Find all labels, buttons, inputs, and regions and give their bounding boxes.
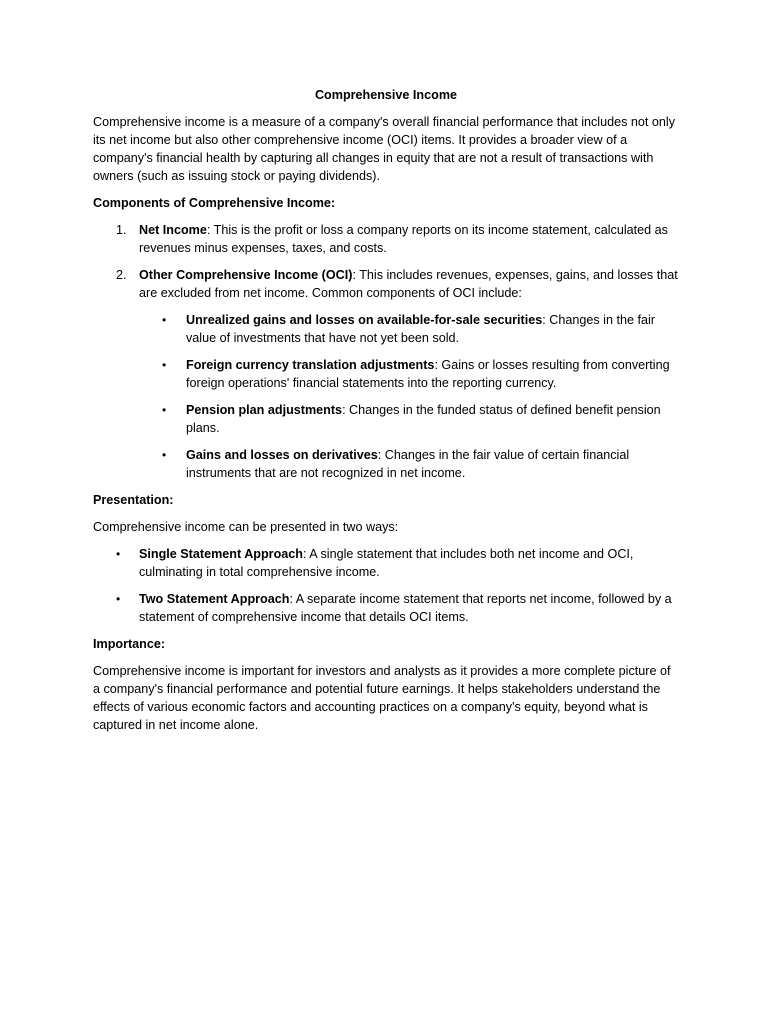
bullet-icon: •	[162, 313, 167, 327]
oci-item-text: : Gains or losses resulting from converting foreign operations' financial statements into the reporting currency.	[186, 358, 670, 390]
component-text: : This is the profit or loss a company reports on its income statement, calculated as revenues minus expenses, taxes, and costs.	[139, 223, 668, 255]
oci-item-text: : Changes in the fair value of investments that have not yet been sold.	[186, 313, 655, 345]
bullet-icon: •	[162, 403, 167, 417]
components-list	[93, 221, 679, 482]
oci-item-text: : Changes in the funded status of defined benefit pension plans.	[186, 403, 661, 435]
component-item-oci	[93, 266, 679, 482]
presentation-item-term: Two Statement Approach	[139, 592, 290, 606]
oci-item-term: Foreign currency translation adjustments	[186, 358, 435, 372]
bullet-icon: •	[116, 592, 121, 606]
presentation-item	[93, 545, 679, 581]
presentation-heading: Presentation:	[93, 493, 174, 507]
oci-item	[139, 401, 679, 437]
presentation-intro: Comprehensive income can be presented in two ways:	[93, 520, 399, 534]
component-term: Other Comprehensive Income (OCI)	[139, 268, 353, 282]
oci-item	[139, 446, 679, 482]
oci-item	[139, 311, 679, 347]
oci-item-text: : Changes in the fair value of certain financial instruments that are not recognized in net income.	[186, 448, 630, 480]
intro-paragraph: Comprehensive income is a measure of a company's overall financial performance that includes not only its net income but also other comprehensive income (OCI) items. It provides a broader view of a company's financial health by capturing all changes in equity that are not a result of transactions with owners (such as issuing stock or paying dividends).	[93, 115, 676, 183]
presentation-item-text: : A separate income statement that reports net income, followed by a statement of comprehensive income that details OCI items.	[139, 592, 672, 624]
oci-item-term: Unrealized gains and losses on available-for-sale securities	[186, 313, 543, 327]
presentation-list	[93, 545, 679, 626]
list-number: 2.	[116, 268, 127, 282]
presentation-item	[93, 590, 679, 626]
list-number: 1.	[116, 223, 127, 237]
oci-items-list	[139, 311, 679, 482]
oci-item	[139, 356, 679, 392]
presentation-item-term: Single Statement Approach	[139, 547, 303, 561]
component-text: : This includes revenues, expenses, gains, and losses that are excluded from net income. Common components of OCI include:	[139, 268, 678, 300]
bullet-icon: •	[162, 358, 167, 372]
component-term: Net Income	[139, 223, 207, 237]
importance-heading: Importance:	[93, 637, 166, 651]
bullet-icon: •	[162, 448, 167, 462]
importance-paragraph: Comprehensive income is important for investors and analysts as it provides a more complete picture of a company's financial performance and potential future earnings. It helps stakeholders understand the effects of various economic factors and accounting practices on a company's equity, beyond what is captured in net income alone.	[93, 664, 671, 732]
oci-item-term: Gains and losses on derivatives	[186, 448, 378, 462]
components-heading: Components of Comprehensive Income:	[93, 196, 336, 210]
component-item-net-income	[93, 221, 679, 257]
bullet-icon: •	[116, 547, 121, 561]
oci-item-term: Pension plan adjustments	[186, 403, 343, 417]
document-title: Comprehensive Income	[314, 88, 458, 102]
presentation-item-text: : A single statement that includes both net income and OCI, culminating in total comprehensive income.	[139, 547, 634, 579]
document-page	[93, 86, 679, 743]
